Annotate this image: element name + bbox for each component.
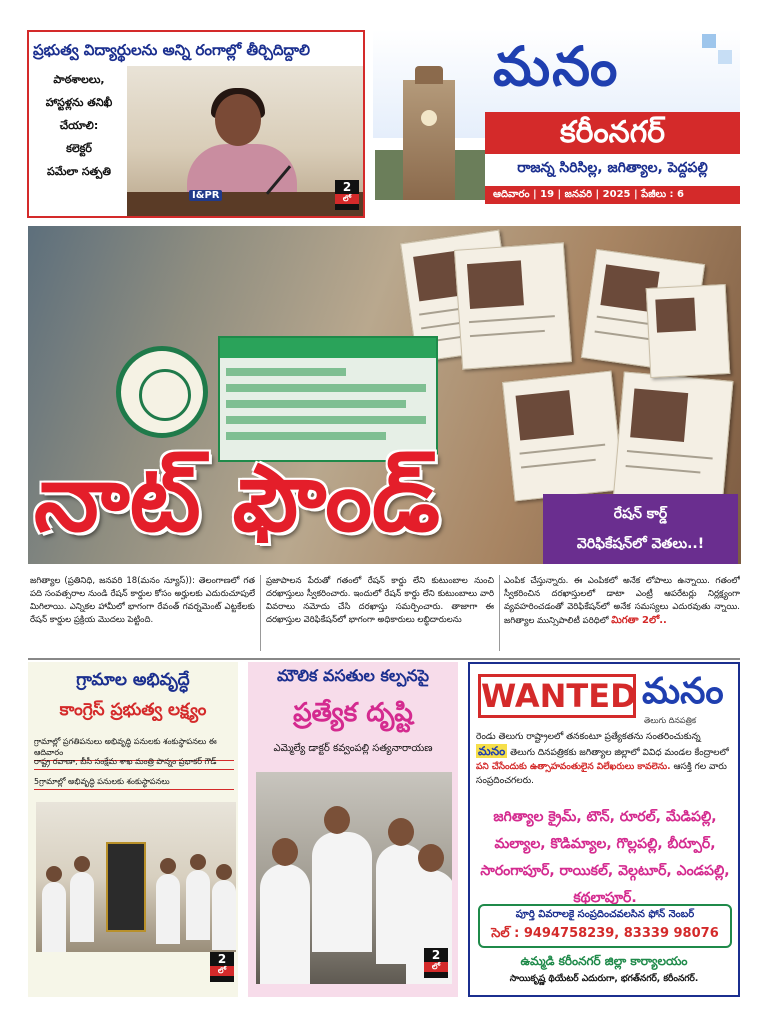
ration-card-image [454,242,572,369]
column-divider [260,575,261,651]
clock-tower-image [375,80,485,200]
newspaper-logo[interactable]: మనం [493,34,620,98]
foundation-plaque [106,842,146,932]
ad-contact-heading: పూర్తి వివరాలకై సంప్రదించవలసిన ఫోన్ నెంబర్ [515,909,695,920]
decor-squares-icon [702,34,732,64]
photo-credit: I&PR [189,190,222,201]
ad-intro-brand: మనం [478,744,506,758]
teaser-summary [33,68,125,183]
article-text: ఎంపిక చేస్తున్నారు. ఈ ఎంపికలో అనేక లోపాలు ఉన్నాయి. గతంలో స్వీకరించిన దరఖాస్తులలో డాటా ఎంట్రీ ఆపరేటర్లు నిర్లక్ష్యంగా వ్యవహరించడంతో వెరిఫికేషన్‌లో అనేక సమస్యలు ఎదురవుతు న్నాయి. జగిత్యాల మున్సిపాలిటీ పరిధిలో [504,576,740,626]
edition-name: కరీంనగర్ [485,112,740,154]
story-box-infrastructure[interactable] [248,662,458,997]
section-divider [28,658,740,660]
ad-address: సాయికృష్ణ థియేటర్ ఎదురుగా, భగత్‌నగర్, కరీంనగర్. [509,974,699,984]
masthead [373,30,740,210]
ad-intro-highlight: పని చేసేందుకు ఉత్సాహవంతులైన విలేఖరులు కావలెను. [476,762,671,772]
ad-intro-text: ఆసక్తి గల వారు సంప్రదించగలరు. [476,762,727,786]
subhead-line: రేషన్ కార్డ్ [613,506,668,522]
clock-icon [421,110,437,126]
story-byline: ఎమ్మెల్యే డాక్టర్ కవ్వంపల్లి సత్యనారాయణ [273,743,433,754]
story-bullet: రాష్ట్ర రవాణా, బీసీ సంక్షేమ శాఖ మంత్రి పొన్నం ప్రభాకర్ గౌడ్ [34,756,234,770]
page-ref-badge[interactable] [424,948,448,978]
collector-photo [127,66,363,216]
continued-link[interactable]: మిగతా 2లో.. [611,615,667,626]
ad-locations: జగిత్యాల క్రైమ్, టౌన్, రూరల్, మేడిపల్లి, మల్యాల, కొడిమ్యాల, గొల్లపల్లి, బీర్పూర్, సారంగాపూర్, రాయికల్, వెల్గటూర్, ఎండపల్లి, కథలాపూర్. [480,809,730,906]
lead-subhead [543,494,738,564]
teaser-line: పమేలా సత్పతి [47,165,111,178]
teaser-headline: ప్రభుత్వ విద్యార్థులను అన్ని రంగాల్లో తీర్చిదిద్దాలి [33,41,311,59]
ration-card-image [646,284,731,378]
edition-districts: రాజన్న సిరిసిల్ల, జగిత్యాల, పెద్దపల్లి [517,160,708,176]
story-title: గ్రామాల అభివృద్ధే [76,670,190,690]
story-bullet: 5గ్రామాల్లో అభివృద్ధి పనులకు శంకుస్థాపనలు [34,776,234,790]
page-ref-number: 2 [431,948,441,962]
teaser-line: కలెక్టర్ [66,142,92,155]
page-ref-word: లో [424,962,448,972]
page-ref-number: 2 [217,952,227,966]
teaser-line: హాస్టళ్లను తనిఖీ [45,96,113,109]
government-seal-icon [116,346,208,438]
story-title: మౌలిక వసతుల కల్పనపై [277,666,429,685]
teaser-box[interactable] [27,30,365,218]
desk [127,192,363,216]
mla-inspection-photo [256,772,452,984]
teaser-line: చేయాలి: [59,119,99,132]
person-face [215,94,261,146]
ad-intro [476,730,734,788]
ad-contact-box[interactable] [478,904,732,948]
page-ref-word: లో [335,194,359,204]
subhead-line: వెరిఫికేషన్‌లో వెతలు..! [576,536,705,552]
story-title: కాంగ్రెస్ ప్రభుత్వ లక్ష్యం [59,700,207,720]
article-column: ప్రజాపాలన పేరుతో గతంలో రేషన్ కార్డు లేని కుటుంబాల నుంచి దరఖాస్తులు స్వీకరించారు. ఇందులో రేషన్ కార్డు లేని కుటుంబాలు వారి వివరాలు నమోదు చేసి దరఖాస్తు సమర్పించారు. తాజాగా ఈ దరఖాస్తుల వెరిఫికేషన్‌లో భాగంగా అధికారులు లబ్ధిదారులను [266,576,494,625]
dateline: ఆదివారం | 19 | జనవరి | 2025 | పేజీలు : 6 [485,186,740,204]
ad-brand-logo: మనం [642,670,724,712]
foundation-stone-photo [36,802,236,952]
page-ref-badge[interactable] [335,180,359,210]
ad-phone-numbers[interactable]: సెల్ : 9494758239, 83339 98076 [491,926,719,941]
story-bullet: గ్రామాల్లో ప్రగతిపనులు అభివృద్ధి పనులకు శంకుస్థాపనలు ఈ ఆదివారం [34,736,234,761]
ad-tagline: తెలుగు దినపత్రిక [644,716,697,725]
ad-office: ఉమ్మడి కరీంనగర్ జిల్లా కార్యాలయం [520,954,688,968]
wanted-advertisement[interactable] [468,662,740,997]
page-ref-badge[interactable] [210,952,234,982]
page-ref-number: 2 [342,180,352,194]
story-title: ప్రత్యేక దృష్టి [293,698,413,728]
column-divider [499,575,500,651]
ad-intro-text: రెండు తెలుగు రాష్ట్రాలలో తనకంటూ ప్రత్యేకతను సంతరించుకున్న [476,732,701,742]
article-column [504,575,740,653]
page-ref-word: లో [210,966,234,976]
ad-intro-text: తెలుగు దినపత్రికకు జగిత్యాల జిల్లాలో వివిధ మండల కేంద్రాలలో [510,748,729,758]
teaser-line: పాఠశాలలు, [53,73,105,86]
article-column: జగిత్యాల (ప్రతినిధి, జనవరి 18(మనం న్యూస్)): తెలంగాణలో గత పది సంవత్సరాల నుండి రేషన్ కార్డుల కోసం అర్హులకు ఎదురుచూపులే మిగిలాయి. ఎన్నికల హామీలో భాగంగా రేవంత్ గవర్నమెంట్ ఎట్టకేలకు రేషన్ కార్డుల ప్రక్రియ మొదలు పెట్టింది. [30,576,255,625]
lead-headline[interactable]: నాట్ ఫౌండ్ [34,444,441,552]
wanted-label: WANTED [478,674,636,718]
story-box-villages[interactable] [28,662,238,997]
ration-card-image [613,371,734,510]
